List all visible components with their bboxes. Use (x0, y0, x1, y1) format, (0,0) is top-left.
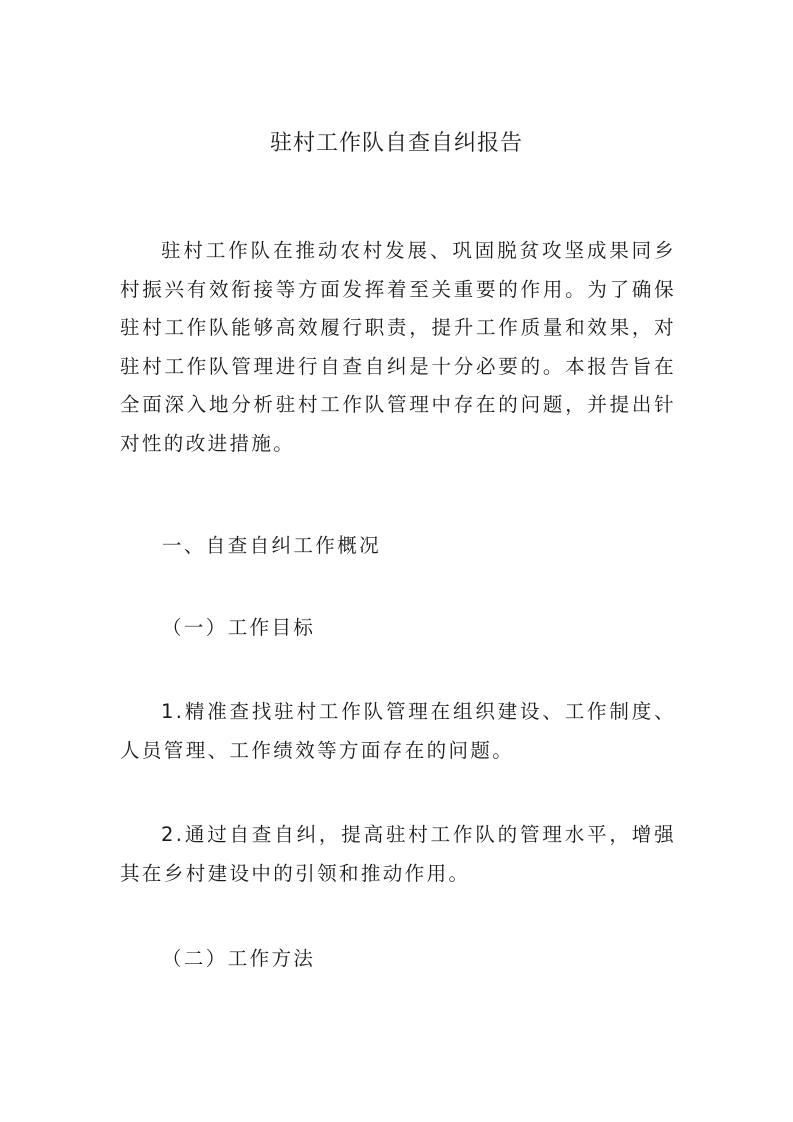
goal-item-2: 2.通过自查自纠，提高驻村工作队的管理水平，增强其在乡村建设中的引领和推动作用。 (120, 823, 676, 885)
subsection-heading-goals: （一）工作目标 (162, 616, 316, 639)
document-title: 驻村工作队自查自纠报告 (269, 131, 523, 156)
intro-paragraph: 驻村工作队在推动农村发展、巩固脱贫攻坚成果同乡村振兴有效衔接等方面发挥着至关重要的作用。为了确保驻村工作队能够高效履行职责，提升工作质量和效果，对驻村工作队管理进行自查自纠是十分必要的。本报告旨在全面深入地分析驻村工作队管理中存在的问题，并提出针对性的改进措施。 (120, 239, 676, 455)
subsection-heading-methods: （二）工作方法 (162, 947, 316, 970)
section-heading-overview: 一、自查自纠工作概况 (162, 534, 382, 557)
goal-item-1: 1.精准查找驻村工作队管理在组织建设、工作制度、人员管理、工作绩效等方面存在的问题。 (120, 700, 676, 762)
